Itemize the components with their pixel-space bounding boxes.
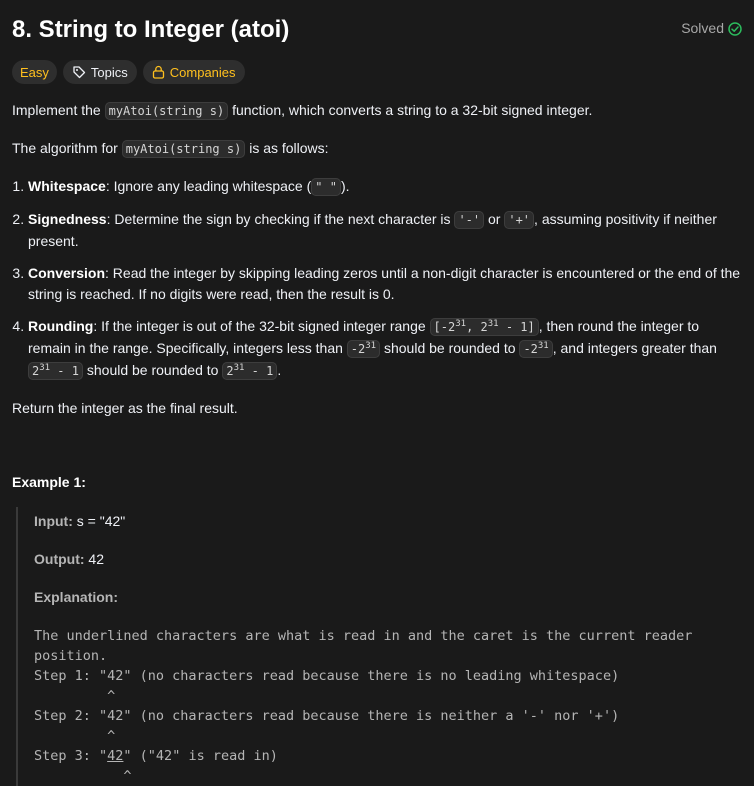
step-label: Signedness [28,211,107,227]
step-text: : Determine the sign by checking if the next character is [106,211,455,227]
companies-label: Companies [169,64,236,80]
step-text: ). [340,178,350,194]
range-code: [$-2^{31}$, $2^{31} - 1$] [430,318,539,336]
example-output [34,549,742,570]
topics-button[interactable] [63,60,137,84]
step-label: Conversion [28,265,106,281]
input-label: Input: [34,513,73,529]
step-text: . [277,362,282,378]
difficulty-badge: Easy [12,60,57,84]
example-title: Example 1: [12,474,86,490]
step-text: or [484,211,505,227]
max-code: $2^{31} - 1$ [28,362,83,380]
step-conversion [28,263,742,305]
solved-status [681,18,742,39]
explanation-intro: The underlined characters are what is read in and the caret is the current reader position. [34,628,693,664]
problem-title[interactable]: 8. String to Integer (atoi) [12,16,290,43]
step-text: , then round the integer to remain in the range. Specifically, integers less than [28,318,700,356]
min-code: $-2^{31}$ [347,340,380,358]
intro-text-end: function, which converts a string to a 32-bit signed integer. [228,102,593,118]
example-block [16,507,742,786]
caret-3: ^ [34,768,132,784]
check-circle-icon [728,22,742,36]
output-label: Output: [34,551,85,567]
algo-text: The algorithm for [12,140,122,156]
step-text: : Read the integer by skipping leading zeros until a non-digit character is encountered or the end of the string is reached. If no digits were read, then the result is 0. [28,265,741,302]
max-code: $2^{31} - 1$ [222,362,277,380]
step-rounding [28,316,742,382]
explanation-label: Explanation: [34,589,119,605]
step-text: should be rounded to [82,362,223,378]
function-code: myAtoi(string s) [122,140,246,158]
step-text: should be rounded to [380,340,520,356]
tag-row [12,60,742,86]
step-label: Rounding [28,318,94,334]
return-paragraph: Return the integer as the final result. [12,400,238,416]
step-text: , and integers greater than [552,340,717,356]
step-text: , assuming positivity if neither present. [28,211,717,249]
intro-paragraph [12,100,742,122]
step-label: Whitespace [28,178,106,194]
inline-code: '+' [504,211,534,229]
output-value: 42 [84,551,104,567]
tag-icon [72,65,86,79]
solved-label: Solved [681,20,724,36]
step-3-line: Step 3: "42" ("42" is read in) [34,748,278,764]
inline-code: '-' [454,211,484,229]
step-text: : If the integer is out of the 32-bit signed integer range [93,318,430,334]
algorithm-paragraph [12,138,742,160]
input-value: s = "42" [72,513,126,529]
example-explanation-label [34,587,742,608]
example-input [34,511,742,532]
inline-code: " " [311,178,341,196]
step-2-line: Step 2: "42" (no characters read because there is neither a '-' nor '+') [34,708,620,724]
step-1-line: Step 1: "42" (no characters read because there is no leading whitespace) [34,668,620,684]
step-signedness [28,209,742,252]
algo-text-end: is as follows: [245,140,329,156]
step-whitespace [28,176,742,198]
explanation-text [34,626,742,786]
intro-text: Implement the [12,102,105,118]
title-row [12,0,742,60]
lock-icon [152,65,165,79]
algorithm-steps [12,176,742,382]
caret-2: ^ [34,728,116,744]
min-code: $-2^{31}$ [519,340,552,358]
step-text: : Ignore any leading whitespace ( [105,178,312,194]
caret-1: ^ [34,688,116,704]
companies-button[interactable] [143,60,245,84]
function-code: myAtoi(string s) [105,102,229,120]
topics-label: Topics [90,64,128,80]
